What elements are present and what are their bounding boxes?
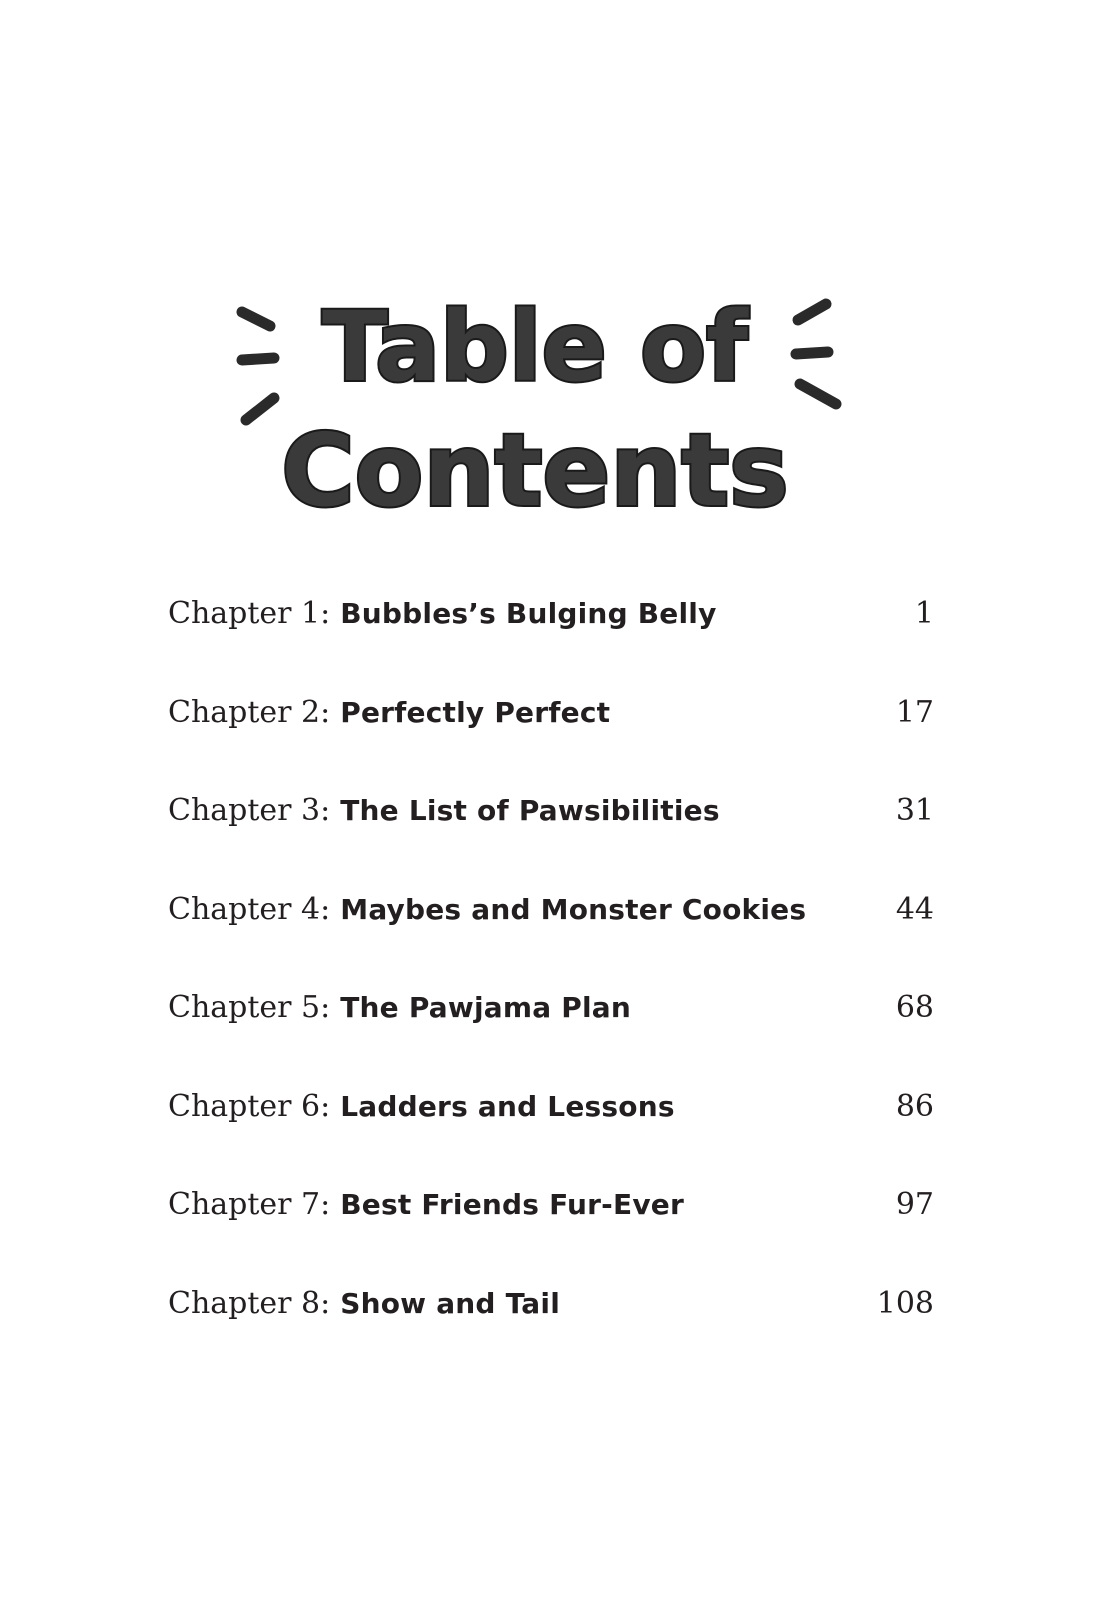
page-number: 17 <box>895 695 934 730</box>
page-number: 68 <box>895 990 934 1025</box>
page-number: 86 <box>895 1089 934 1124</box>
chapter-title: Perfectly Perfect <box>340 696 611 729</box>
heading-line-2: Contents <box>281 412 789 529</box>
chapter-number: Chapter 1: <box>168 596 331 631</box>
chapter-title: Ladders and Lessons <box>340 1090 675 1123</box>
chapter-title: Bubbles’s Bulging Belly <box>340 597 717 630</box>
toc-entry-1[interactable] <box>168 596 934 646</box>
toc-entry-6[interactable] <box>168 1089 934 1139</box>
toc-entry-2[interactable] <box>168 695 934 745</box>
chapter-number: Chapter 4: <box>168 892 331 927</box>
chapter-number: Chapter 2: <box>168 695 331 730</box>
left-ray-top <box>242 312 270 326</box>
chapter-number: Chapter 8: <box>168 1286 331 1321</box>
chapter-title: Best Friends Fur-Ever <box>340 1188 684 1221</box>
heading-line-1: Table of <box>322 291 748 403</box>
chapter-title: The Pawjama Plan <box>340 991 632 1024</box>
page-number: 31 <box>895 793 934 828</box>
left-ray-middle <box>242 358 274 360</box>
chapter-number: Chapter 5: <box>168 990 331 1025</box>
toc-entry-8[interactable] <box>168 1286 934 1336</box>
page-number: 44 <box>895 892 934 927</box>
toc-heading <box>230 280 870 540</box>
right-ray-middle <box>796 352 828 354</box>
page-number: 1 <box>914 596 934 631</box>
right-ray-top <box>798 304 826 320</box>
page-number: 108 <box>876 1286 934 1321</box>
toc-entry-5[interactable] <box>168 990 934 1040</box>
toc-entry-3[interactable] <box>168 793 934 843</box>
toc-entry-7[interactable] <box>168 1187 934 1237</box>
chapter-title: Maybes and Monster Cookies <box>340 893 807 926</box>
chapter-title: The List of Pawsibilities <box>340 794 720 827</box>
chapter-number: Chapter 6: <box>168 1089 331 1124</box>
page-number: 97 <box>895 1187 934 1222</box>
chapter-title: Show and Tail <box>340 1287 561 1320</box>
toc-entry-4[interactable] <box>168 892 934 942</box>
chapter-number: Chapter 7: <box>168 1187 331 1222</box>
left-ray-bottom <box>246 398 274 420</box>
chapter-number: Chapter 3: <box>168 793 331 828</box>
right-ray-bottom <box>800 384 836 404</box>
